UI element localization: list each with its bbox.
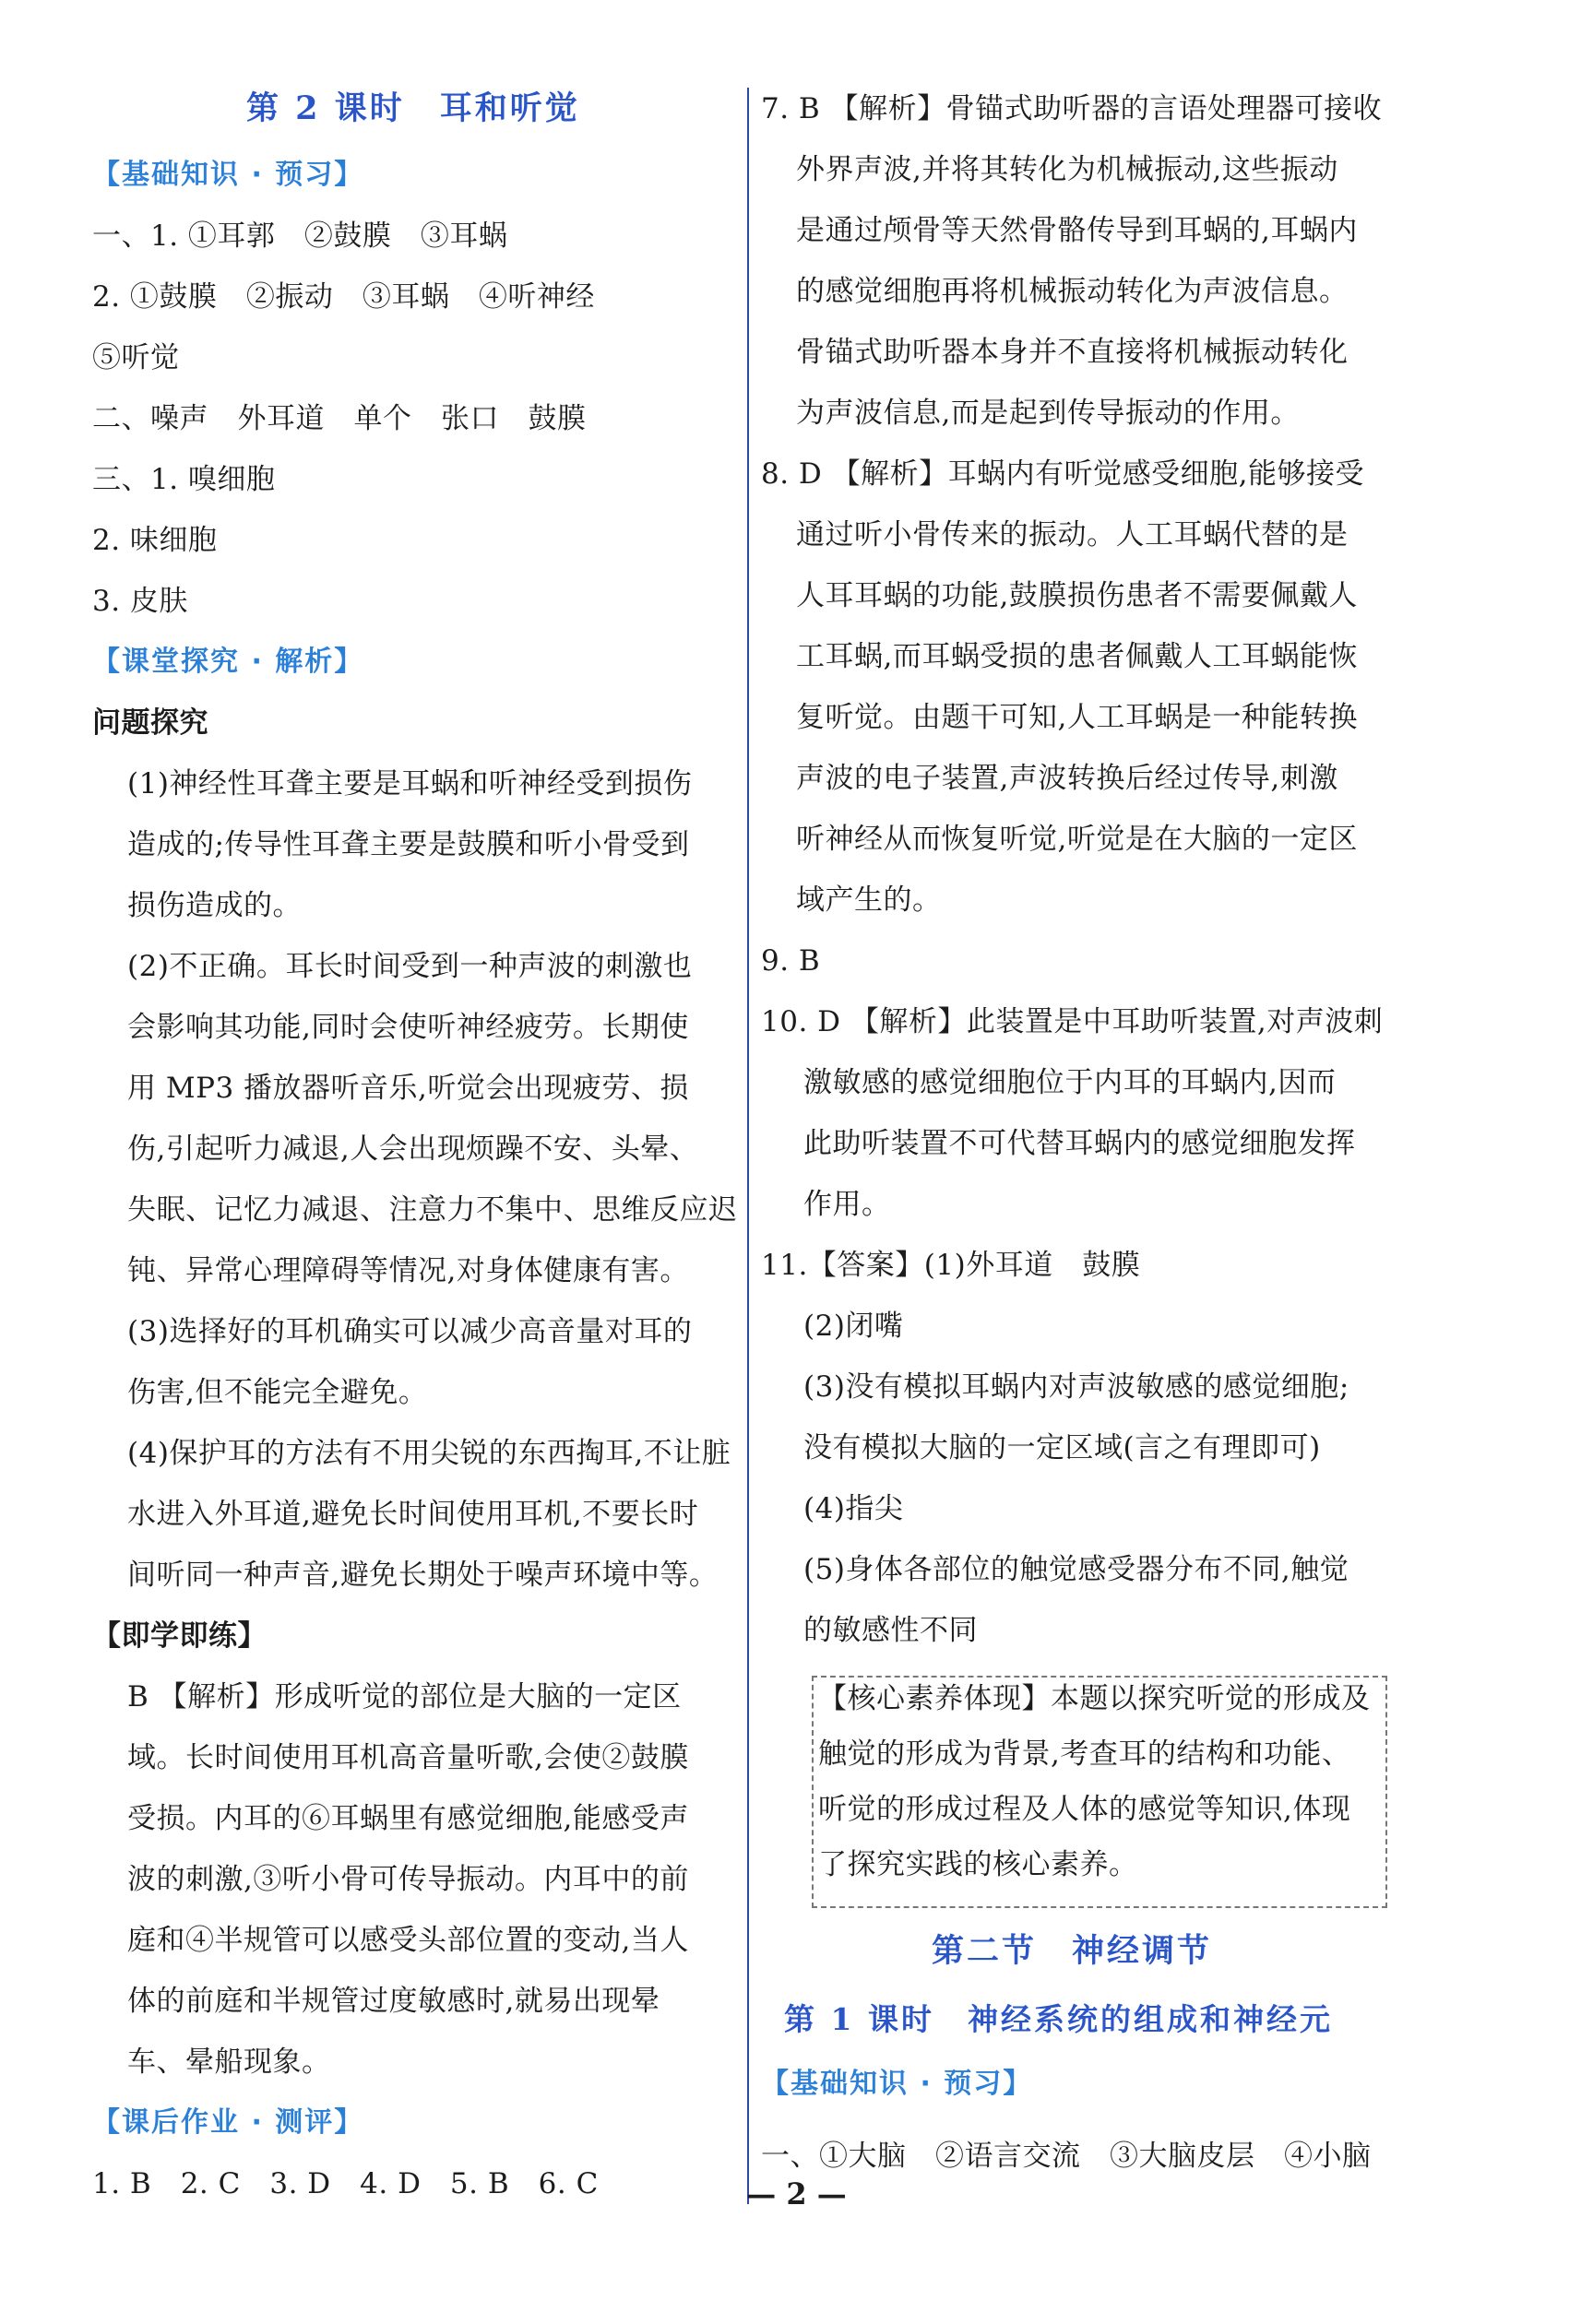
subheading-problem-inquiry: 问题探究 bbox=[92, 706, 208, 740]
answer-line: 2. ①鼓膜 ②振动 ③耳蜗 ④听神经 bbox=[92, 280, 595, 314]
paragraph-line: 钝、异常心理障碍等情况,对身体健康有害。 bbox=[127, 1254, 689, 1287]
box-line: 了探究实践的核心素养。 bbox=[818, 1848, 1138, 1881]
paragraph-line: 用 MP3 播放器听音乐,听觉会出现疲劳、损 bbox=[127, 1072, 689, 1105]
paragraph-line: 是通过颅骨等天然骨骼传导到耳蜗的,耳蜗内 bbox=[796, 214, 1358, 247]
paragraph-line: (4)保护耳的方法有不用尖锐的东西掏耳,不让脏 bbox=[127, 1437, 731, 1470]
paragraph-line: 域产生的。 bbox=[796, 883, 942, 917]
answer-item-7: 7. B 【解析】骨锚式助听器的言语处理器可接收 bbox=[761, 92, 1383, 125]
paragraph-line: 骨锚式助听器本身并不直接将机械振动转化 bbox=[796, 336, 1349, 369]
page-number: — 2 — bbox=[746, 2176, 847, 2211]
answer-line: 一、①大脑 ②语言交流 ③大脑皮层 ④小脑 bbox=[761, 2140, 1372, 2173]
paragraph-line: 水进入外耳道,避免长时间使用耳机,不要长时 bbox=[127, 1498, 699, 1531]
paragraph-line: 外界声波,并将其转化为机械振动,这些振动 bbox=[796, 153, 1338, 186]
lesson-title: 第 2 课时 耳和听觉 bbox=[246, 89, 580, 127]
paragraph-line: (1)神经性耳聋主要是耳蜗和听神经受到损伤 bbox=[127, 767, 693, 800]
answer-line: 1. B 2. C 3. D 4. D 5. B 6. C bbox=[92, 2167, 599, 2200]
box-line: 【核心素养体现】本题以探究听觉的形成及 bbox=[818, 1682, 1371, 1715]
section-heading-basic: 【基础知识 · 预习】 bbox=[761, 2068, 1033, 2100]
paragraph-line: 人耳耳蜗的功能,鼓膜损伤患者不需要佩戴人 bbox=[796, 579, 1358, 612]
column-divider bbox=[747, 88, 749, 2204]
paragraph-line: 听神经从而恢复听觉,听觉是在大脑的一定区 bbox=[796, 823, 1358, 856]
paragraph-line: (4)指尖 bbox=[803, 1492, 904, 1525]
paragraph-line: 此助听装置不可代替耳蜗内的感觉细胞发挥 bbox=[803, 1127, 1356, 1160]
answer-line: 三、1. 嗅细胞 bbox=[92, 463, 276, 496]
paragraph-line: 会影响其功能,同时会使听神经疲劳。长期使 bbox=[127, 1011, 689, 1044]
paragraph-line: 伤害,但不能完全避免。 bbox=[127, 1376, 428, 1409]
paragraph-line: 波的刺激,③听小骨可传导振动。内耳中的前 bbox=[127, 1863, 689, 1896]
answer-line: 一、1. ①耳郭 ②鼓膜 ③耳蜗 bbox=[92, 219, 508, 253]
paragraph-line: 复听觉。由题干可知,人工耳蜗是一种能转换 bbox=[796, 701, 1358, 734]
paragraph-line: 声波的电子装置,声波转换后经过传导,刺激 bbox=[796, 762, 1338, 795]
section-heading-practice: 【即学即练】 bbox=[92, 1619, 267, 1653]
paragraph-line: 间听同一种声音,避免长期处于噪声环境中等。 bbox=[127, 1559, 719, 1592]
answer-line: 3. 皮肤 bbox=[92, 585, 188, 618]
paragraph-line: 体的前庭和半规管过度敏感时,就易出现晕 bbox=[127, 1985, 660, 2018]
answer-item-11: 11.【答案】(1)外耳道 鼓膜 bbox=[761, 1249, 1141, 1282]
paragraph-line: 损伤造成的。 bbox=[127, 889, 302, 922]
paragraph-line: (3)没有模拟耳蜗内对声波敏感的感觉细胞; bbox=[803, 1370, 1349, 1404]
paragraph-line: 造成的;传导性耳聋主要是鼓膜和听小骨受到 bbox=[127, 828, 690, 861]
paragraph-line: (2)不正确。耳长时间受到一种声波的刺激也 bbox=[127, 950, 693, 983]
paragraph-line: 的感觉细胞再将机械振动转化为声波信息。 bbox=[796, 275, 1349, 308]
answer-line: 2. 味细胞 bbox=[92, 524, 218, 557]
paragraph-line: (2)闭嘴 bbox=[803, 1310, 904, 1343]
section-heading-basic: 【基础知识 · 预习】 bbox=[92, 159, 364, 191]
answer-item-10: 10. D 【解析】此装置是中耳助听装置,对声波刺 bbox=[761, 1005, 1384, 1038]
paragraph-line: 为声波信息,而是起到传导振动的作用。 bbox=[796, 397, 1300, 430]
box-line: 听觉的形成过程及人体的感觉等知识,体现 bbox=[818, 1793, 1351, 1826]
answer-line: 二、噪声 外耳道 单个 张口 鼓膜 bbox=[92, 402, 587, 435]
paragraph-line: 激敏感的感觉细胞位于内耳的耳蜗内,因而 bbox=[803, 1066, 1337, 1099]
paragraph-line: 伤,引起听力减退,人会出现烦躁不安、头晕、 bbox=[127, 1132, 699, 1166]
section-heading-homework: 【课后作业 · 测评】 bbox=[92, 2106, 364, 2139]
section-heading-classroom: 【课堂探究 · 解析】 bbox=[92, 646, 364, 678]
answer-line: ⑤听觉 bbox=[92, 341, 180, 374]
paragraph-line: 作用。 bbox=[803, 1188, 891, 1221]
paragraph-line: 庭和④半规管可以感受头部位置的变动,当人 bbox=[127, 1924, 689, 1957]
paragraph-line: 域。长时间使用耳机高音量听歌,会使②鼓膜 bbox=[127, 1741, 689, 1774]
paragraph-line: 没有模拟大脑的一定区域(言之有理即可) bbox=[803, 1431, 1321, 1464]
section-title: 第二节 神经调节 bbox=[932, 1932, 1213, 1970]
paragraph-line: 工耳蜗,而耳蜗受损的患者佩戴人工耳蜗能恢 bbox=[796, 640, 1358, 673]
paragraph-line: B 【解析】形成听觉的部位是大脑的一定区 bbox=[127, 1680, 682, 1713]
paragraph-line: 受损。内耳的⑥耳蜗里有感觉细胞,能感受声 bbox=[127, 1802, 689, 1835]
paragraph-line: (5)身体各部位的触觉感受器分布不同,触觉 bbox=[803, 1553, 1349, 1586]
paragraph-line: 失眠、记忆力减退、注意力不集中、思维反应迟 bbox=[127, 1193, 738, 1227]
answer-item-8: 8. D 【解析】耳蜗内有听觉感受细胞,能够接受 bbox=[761, 457, 1364, 491]
paragraph-line: 通过听小骨传来的振动。人工耳蜗代替的是 bbox=[796, 518, 1349, 551]
paragraph-line: 车、晕船现象。 bbox=[127, 2045, 331, 2079]
lesson-title: 第 1 课时 神经系统的组成和神经元 bbox=[784, 2001, 1333, 2037]
box-line: 触觉的形成为背景,考查耳的结构和功能、 bbox=[818, 1737, 1351, 1771]
answer-item-9: 9. B bbox=[761, 944, 821, 978]
paragraph-line: (3)选择好的耳机确实可以减少高音量对耳的 bbox=[127, 1315, 693, 1348]
paragraph-line: 的敏感性不同 bbox=[803, 1614, 978, 1647]
